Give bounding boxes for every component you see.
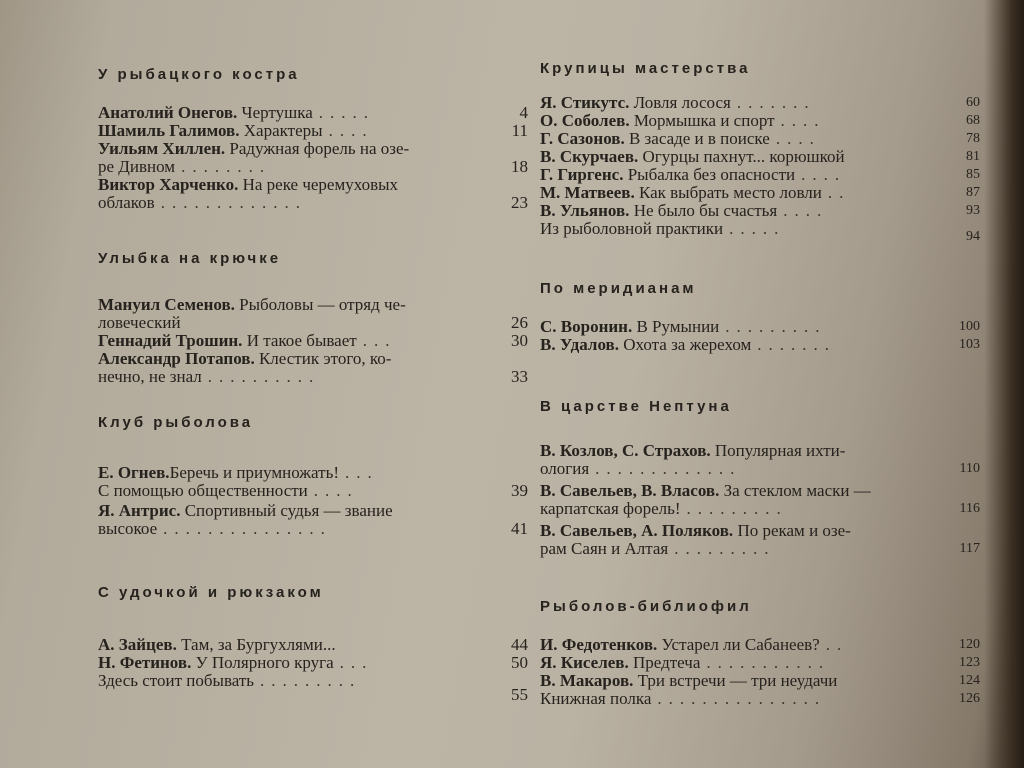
entry-author: С. Воронин.	[540, 317, 633, 336]
page-number: 120	[959, 637, 980, 652]
entry-author: Я. Киселев.	[540, 653, 629, 672]
page-number: 4	[519, 103, 528, 122]
page-number: 100	[959, 319, 980, 334]
entry-title: Книжная полка	[540, 689, 652, 708]
toc-entry: Е. Огнев.Беречь и приумножать! ... С помощью общественности .... 39	[98, 463, 528, 500]
page-number: 33	[511, 367, 528, 386]
toc-entry: О. Соболев. Мормышка и спорт .... 68	[540, 111, 980, 130]
entry-title-continued: нечно, не знал	[98, 367, 202, 386]
toc-entry: Н. Фетинов. У Полярного круга ... 50	[98, 653, 528, 672]
page-number: 117	[959, 541, 980, 556]
toc-entry: Книжная полка ............... 126	[540, 689, 980, 708]
toc-entry: Я. Антрис. Спортивный судья — звание высокое ............... 41	[98, 501, 528, 538]
toc-entry: Здесь стоит побывать ......... 55	[98, 671, 528, 704]
entry-title: В засаде и в поиске	[628, 129, 770, 148]
page-number: 41	[511, 519, 528, 538]
entry-title: Характеры	[243, 121, 323, 140]
entry-title: И такое бывает	[246, 331, 357, 350]
section-heading: По меридианам	[540, 280, 697, 297]
toc-entry	[98, 636, 528, 654]
entry-author: И. Федотенков.	[540, 635, 658, 654]
page-number: 78	[966, 131, 980, 146]
entry-author: Мануил Семенов.	[98, 295, 235, 314]
toc-entry: Уильям Хиллен. Радужная форель на озе- ре Дивном ........ 18	[98, 139, 528, 176]
page-number: 44	[511, 635, 528, 654]
entry-author: Уильям Хиллен.	[98, 139, 226, 158]
toc-entry: Виктор Харченко. На реке черемуховых облаков ............. 23	[98, 175, 528, 212]
entry-title: В Румынии	[636, 317, 720, 336]
entry-title: Не было бы счастья	[633, 201, 778, 220]
entry-title: Рыбалка без опасности	[627, 165, 796, 184]
page-number: 18	[511, 157, 528, 176]
entry-title: Беречь и приумножать!	[169, 463, 339, 482]
section-heading: Улыбка на крючке	[98, 250, 282, 267]
entry-title: Радужная форель на озе-	[229, 139, 410, 158]
page-number: 93	[966, 203, 980, 218]
toc-entry	[540, 672, 980, 690]
section-heading: Клуб рыболова	[98, 414, 254, 431]
entry-author: В. Скурчаев.	[540, 147, 639, 166]
page-number: 55	[511, 685, 528, 704]
section-heading: Крупицы мастерства	[540, 60, 751, 77]
entry-title: Из рыболовной практики	[540, 219, 724, 238]
entry-title: Три встречи — три неудачи	[637, 671, 838, 690]
entry-title-continued: ре Дивном	[98, 157, 176, 176]
page-number: 126	[959, 691, 980, 706]
entry-author: Я. Стикутс.	[540, 93, 630, 112]
entry-title: Как выбрать место ловли	[638, 183, 822, 202]
entry-title-continued: облаков	[98, 193, 155, 212]
entry-author: Г. Сазонов.	[540, 129, 625, 148]
page-number: 103	[959, 337, 980, 352]
page-number: 81	[966, 149, 980, 164]
page-number: 110	[959, 461, 980, 476]
entry-author: Александр Потапов.	[98, 349, 255, 368]
entry-author: Геннадий Трошин.	[98, 331, 243, 350]
toc-entry: М. Матвеев. Как выбрать место ловли .. 87	[540, 183, 980, 202]
toc-entry: В. Удалов. Охота за жерехом ....... 103	[540, 335, 980, 354]
entry-title-continued: С помощью общественности	[98, 481, 308, 500]
toc-entry: Г. Сазонов. В засаде и в поиске .... 78	[540, 129, 980, 148]
page-number: 124	[959, 673, 980, 688]
page-number: 50	[511, 653, 528, 672]
page-number: 11	[511, 121, 528, 140]
toc-entry: Геннадий Трошин. И такое бывает ... 30	[98, 331, 528, 350]
entry-author: В. Удалов.	[540, 335, 619, 354]
toc-entry: И. Федотенков. Устарел ли Сабанеев? .. 120	[540, 635, 980, 654]
entry-title: Рыболовы — отряд че-	[239, 295, 406, 314]
entry-author: О. Соболев.	[540, 111, 630, 130]
entry-author: Виктор Харченко.	[98, 175, 239, 194]
entry-author: В. Ульянов.	[540, 201, 630, 220]
toc-entry: Александр Потапов. Клестик этого, ко- нечно, не знал .......... 33	[98, 349, 528, 386]
page-number: 60	[966, 95, 980, 110]
page-number: 94	[966, 229, 980, 244]
entry-title: Мормышка и спорт	[633, 111, 775, 130]
entry-title: У Полярного круга	[195, 653, 334, 672]
page-number: 116	[959, 501, 980, 516]
toc-entry: Анатолий Онегов. Чертушка ..... 4	[98, 103, 528, 122]
entry-title: Здесь стоит побывать	[98, 671, 255, 690]
section-heading: В царстве Нептуна	[540, 398, 732, 415]
toc-entry	[98, 296, 528, 332]
entry-title: Ловля лосося	[633, 93, 731, 112]
entry-title-continued: карпатская форель!	[540, 499, 681, 518]
entry-author: В. Савельев, В. Власов.	[540, 481, 720, 500]
entry-title: За стеклом маски —	[723, 481, 871, 500]
page-number: 26	[511, 313, 528, 332]
section-heading: С удочкой и рюкзаком	[98, 584, 324, 601]
page-edge-shadow	[984, 0, 1024, 768]
entry-title: На реке черемуховых	[242, 175, 399, 194]
entry-author: А. Зайцев.	[98, 635, 177, 654]
toc-entry: Шамиль Галимов. Характеры .... 11	[98, 121, 528, 140]
entry-author: В. Козлов, С. Страхов.	[540, 441, 711, 460]
entry-title-continued: ология	[540, 459, 590, 478]
page-number: 85	[966, 167, 980, 182]
toc-entry: В. Савельев, В. Власов. За стеклом маски — карпатская форель! ......... 116	[540, 481, 980, 518]
toc-entry: Я. Киселев. Предтеча ........... 123	[540, 653, 980, 672]
entry-author: Анатолий Онегов.	[98, 103, 238, 122]
entry-title: Популярная ихти-	[714, 441, 846, 460]
toc-entry: С. Воронин. В Румынии ......... 100	[540, 317, 980, 336]
toc-entry: Из рыболовной практики ..... 94	[540, 219, 980, 244]
page-number: 30	[511, 331, 528, 350]
page-number: 87	[966, 185, 980, 200]
entry-author: Г. Гиргенс.	[540, 165, 624, 184]
page-number: 123	[959, 655, 980, 670]
entry-title: Там, за Бургухлями...	[181, 635, 336, 654]
section-heading: Рыболов-библиофил	[540, 598, 752, 615]
page-number: 23	[511, 193, 528, 212]
entry-title: По рекам и озе-	[737, 521, 851, 540]
entry-title-continued: рам Саян и Алтая	[540, 539, 669, 558]
section-heading: У рыбацкого костра	[98, 66, 300, 83]
toc-entry: Я. Стикутс. Ловля лосося ....... 60	[540, 93, 980, 112]
toc-entry: В. Савельев, А. Поляков. По рекам и озе- рам Саян и Алтая ......... 117	[540, 521, 980, 558]
entry-author: Шамиль Галимов.	[98, 121, 240, 140]
toc-entry: Г. Гиргенс. Рыбалка без опасности .... 85	[540, 165, 980, 184]
entry-author: М. Матвеев.	[540, 183, 635, 202]
entry-author: В. Макаров.	[540, 671, 634, 690]
toc-entry: В. Козлов, С. Страхов. Популярная ихти- ология ............. 110	[540, 441, 980, 478]
entry-author: Е. Огнев.	[98, 463, 170, 482]
page-number: 39	[511, 481, 528, 500]
toc-entry	[540, 148, 980, 166]
entry-author: Я. Антрис.	[98, 501, 181, 520]
entry-author: В. Савельев, А. Поляков.	[540, 521, 734, 540]
entry-title-continued: высокое	[98, 519, 158, 538]
entry-author: Н. Фетинов.	[98, 653, 192, 672]
entry-title: Огурцы пахнут... корюшкой	[642, 147, 845, 166]
entry-title-continued: ловеческий	[98, 313, 181, 332]
entry-title: Охота за жерехом	[623, 335, 752, 354]
entry-title: Чертушка	[241, 103, 313, 122]
entry-title: Предтеча	[632, 653, 701, 672]
entry-title: Спортивный судья — звание	[184, 501, 393, 520]
entry-title: Клестик этого, ко-	[258, 349, 392, 368]
entry-title: Устарел ли Сабанеев?	[661, 635, 820, 654]
page-number: 68	[966, 113, 980, 128]
toc-entry: В. Ульянов. Не было бы счастья .... 93	[540, 201, 980, 220]
